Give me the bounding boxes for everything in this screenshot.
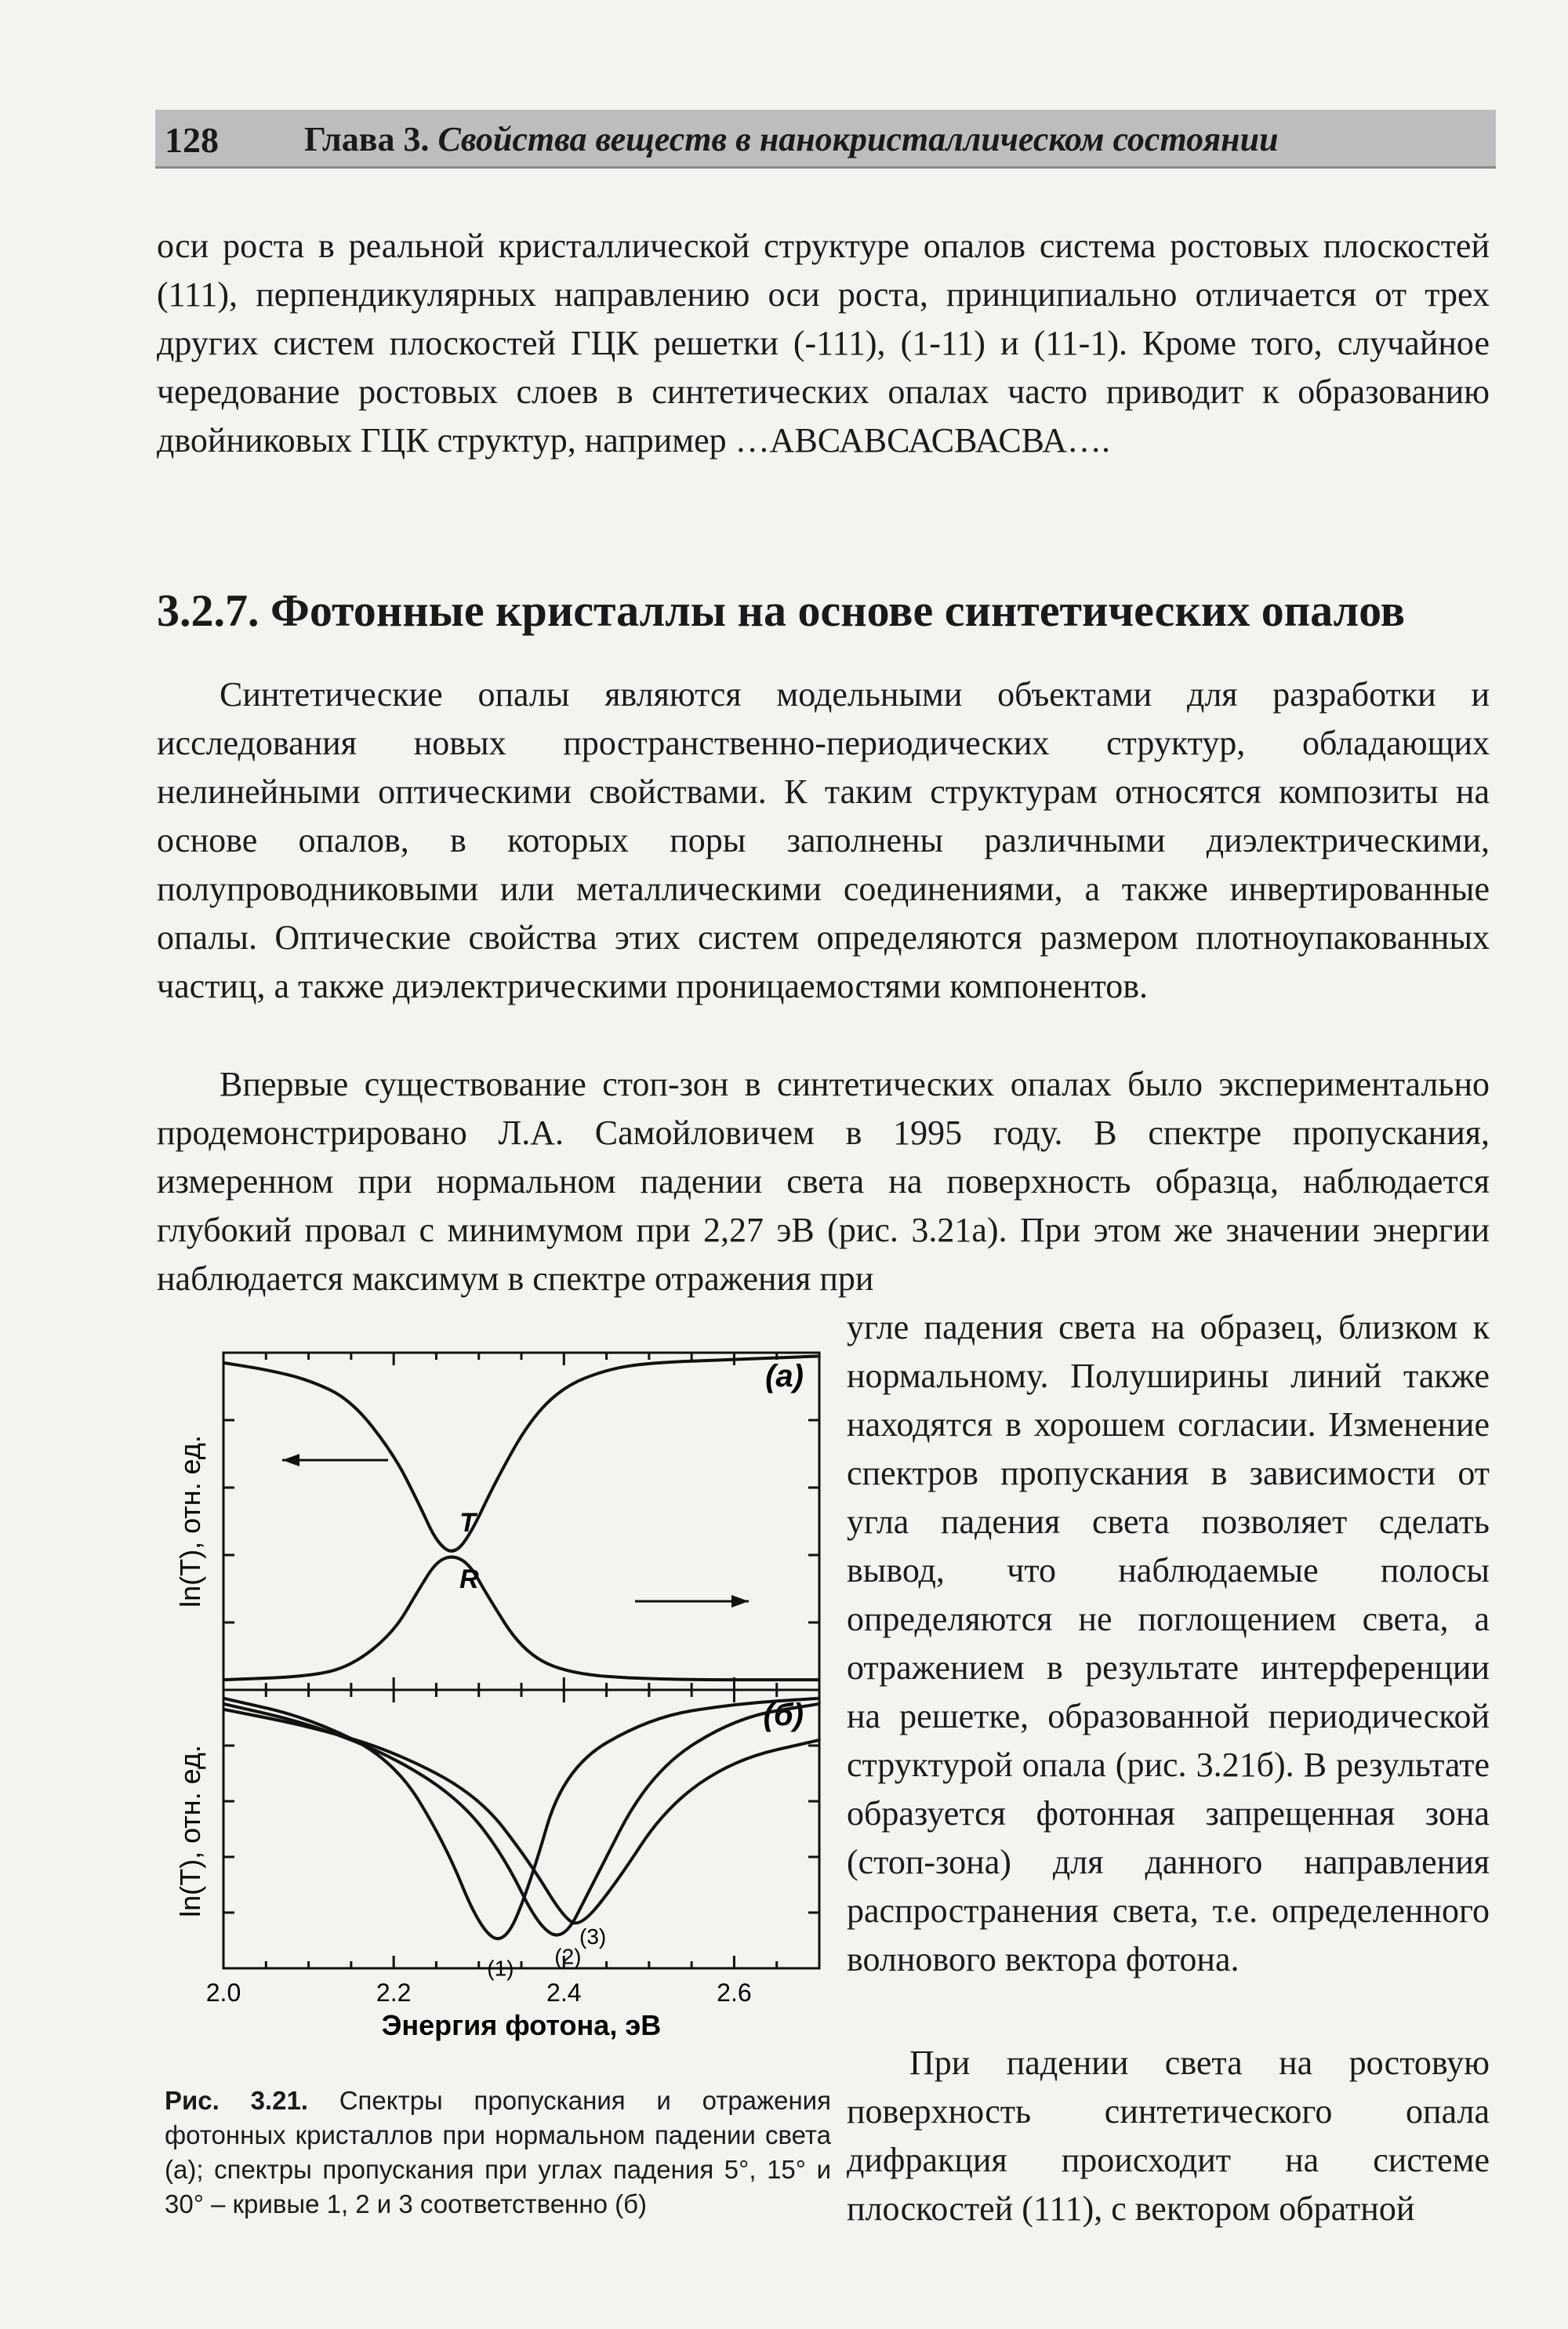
panel-a-label: (а) (765, 1359, 804, 1393)
paragraph-2: Впервые существование стоп-зон в синтетических опалах было экспериментально продемонстрировано Л.А. Самойловичем в 1995 году. В спектре пропускания, измеренном при нормальном падении света на поверхность образца, наблюдается глубокий провал с минимумом при 2,27 эВ (рис. 3.21а). При этом же значении энергии наблюдается максимум в спектре отражения при (157, 1065, 1490, 1298)
series-label-a-2: R (459, 1564, 479, 1594)
series-line-a-1 (223, 1356, 819, 1551)
paragraph-3: При падении света на ростовую поверхность синтетического опала дифракция происходит на системе плоскостей (111), с вектором обратной (847, 2044, 1490, 2228)
paragraph-1: Синтетические опалы являются модельными объектами для разработки и исследования новых пространственно-периодических структур, обладающих нелинейными оптическими свойствами. К таким структурам относятся композиты на основе опалов, в которых поры заполнены различными диэлектрическими, полупроводниковыми или металлическими соединениями, а также инвертированные опалы. Оптические свойства этих систем определяются размером плотноупакованных частиц, а также диэлектрическими проницаемостями компонентов. (157, 675, 1490, 1005)
x-tick-label: 2.6 (717, 1978, 752, 2007)
panel-b-frame (223, 1690, 819, 1968)
series-label-b-3: (3) (579, 1924, 607, 1949)
figure-caption (165, 2084, 831, 2222)
intro-paragraph: оси роста в реальной кристаллической структуре опалов система ростовых плоскостей (111), перпендикулярных направлению оси роста, принципиально отличается от трех других систем плоскостей ГЦК решетки (-111), (1-11) и (11-1). Кроме того, случайное чередование ростовых слоев в синтетических опалах часто приводит к образованию двойниковых ГЦК структур, например …АВСАВСАСВАСВА…. (157, 227, 1490, 460)
panel-b-label: (б) (763, 1698, 804, 1732)
panel-a-ylabel: ln(T), отн. ед. (174, 1435, 206, 1608)
caption-text: Спектры пропускания и отражения фотонных кристаллов при нормальном падении света (а); спектры пропускания при углах падения 5°, 15° и 30° – кривые 1, 2 и 3 соответственно (б) (165, 2086, 831, 2218)
chapter-name: Свойства веществ в нанокристаллическом состоянии (437, 120, 1279, 158)
panel-a-frame (223, 1353, 819, 1690)
x-tick-label: 2.2 (376, 1978, 412, 2007)
series-label-b-1: (1) (487, 1956, 514, 1981)
paragraph-2-continued: угле падения света на образец, близком к нормальному. Полуширины линий также находятся в хорошем согласии. Изменение спектров пропускания в зависимости от угла падения света позволяет сделать вывод, что наблюдаемые полосы определяются не поглощением света, а отражением в результате интерференции на решетке, образованной периодической структурой опала (рис. 3.21б). В результате образуется фотонная запрещенная зона (стоп-зона) для данного направления распространения света, т.е. определенного волнового вектора фотона. (847, 1308, 1490, 1978)
caption-label: Рис. 3.21. (165, 2086, 308, 2115)
section-heading: 3.2.7. Фотонные кристаллы на основе синтетических опалов (157, 585, 1406, 636)
chapter-prefix: Глава 3. (304, 120, 438, 158)
series-label-b-2: (2) (554, 1944, 582, 1969)
series-line-b-2 (223, 1704, 819, 1935)
panel-a (174, 1353, 819, 1690)
series-label-a-1: T (459, 1508, 476, 1538)
x-tick-label: 2.4 (546, 1978, 582, 2007)
arrow-left-head (282, 1454, 299, 1466)
x-axis-label: Энергия фотона, эВ (381, 2009, 662, 2041)
x-tick-label: 2.0 (205, 1978, 241, 2007)
running-header (155, 110, 1496, 169)
panel-b (174, 1690, 819, 2041)
panel-b-ylabel: ln(T), отн. ед. (174, 1745, 206, 1917)
series-line-a-2 (223, 1557, 819, 1680)
figure-3-21 (165, 1333, 847, 2047)
series-line-b-1 (223, 1699, 819, 1938)
arrow-right-head (731, 1595, 749, 1608)
chapter-title (304, 119, 1279, 159)
page-number: 128 (165, 120, 219, 160)
